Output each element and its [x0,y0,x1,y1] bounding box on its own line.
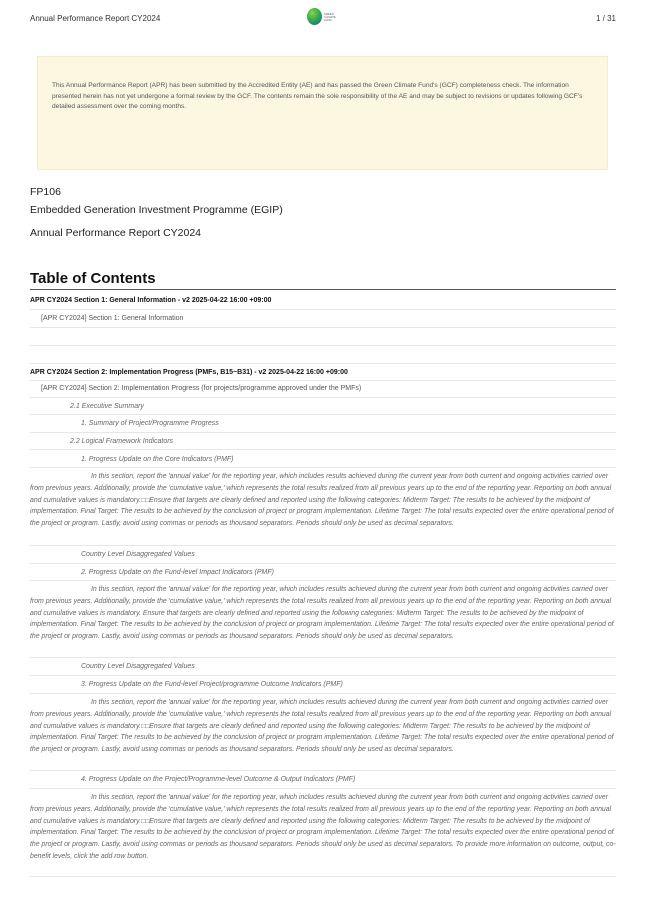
document-report-title: Annual Performance Report CY2024 [30,227,202,239]
toc-entry-label: 2.1 Executive Summary [70,403,144,410]
toc-item-country-disaggregated[interactable] [30,658,616,676]
logo-text-line: CLIMATE [324,16,336,19]
toc-section-1-sub[interactable] [30,310,616,328]
toc-title: Table of Contents [30,270,156,287]
toc-entry-label: 1. Summary of Project/Programme Progress [81,420,219,427]
notice-text: This Annual Performance Report (APR) has been submitted by the Accredited Entity (AE) and has passed the Green Climate Fund's (GCF) completeness check. The information presented herein has not yet undergone a formal review by the GCF. The contents remain the sole responsibility of the AE and may be subject to revisions or updates following GCF's detailed assessment over the coming months. [52,82,583,110]
document-id: FP106 [30,186,61,198]
toc-entry-label: Country Level Disaggregated Values [81,663,195,670]
toc-entry-label: Country Level Disaggregated Values [81,551,195,558]
toc-entry-label: 2. Progress Update on the Fund-level Impact Indicators (PMF) [81,569,274,576]
toc-entry-label: APR CY2024 Section 2: Implementation Progress (PMFs, B15~B31) - v2 2025-04-22 16:00 +09:00 [30,369,348,376]
toc-paragraph-outcome-indicators: In this section, report the 'annual value' for the reporting year, which includes results achieved during the current year from both current and ongoing activities carried over from previous years. Additionally, provide the 'cumulative value,' which represents the total results realized from all previous years up to the end of the reporting year. Reporting on both annual and cumulative values is mandatory.□□Ensure that targets are clearly defined and reported using the following categories: Midterm Target: The results to be achieved by the midpoint of implementation. Final Target: The results to be achieved by the conclusion of project or program implementation. Lifetime Target: The total results expected over the entire operational period of the project or program. Lastly, avoid using commas or periods as thousand separators. Periods should only be used as decimal separators. [30,694,616,771]
toc-empty-row [30,328,616,346]
toc-paragraph-impact-indicators: In this section, report the 'annual value' for the reporting year, which includes results achieved during the current year from both current and ongoing activities carried over from previous years. Additionally, provide the 'cumulative value,' which represents the total results realized from all previous years up to the end of the reporting year. Reporting on both annual and cumulative values is mandatory. Ensure that targets are clearly defined and reported using the following categories: Midterm Target: The results to be achieved by the midpoint of implementation. Final Target: The results to be achieved by the conclusion of project or program implementation. Lifetime Target: The total results expected over the entire operational period of the project or program. Lastly, avoid using commas or periods as thousand separators. Periods should only be used as decimal separators. [30,581,616,658]
toc-item-outcome-indicators[interactable] [30,676,616,694]
page-header [0,0,646,36]
green-climate-fund-logo-icon [307,8,341,28]
toc-item-output-indicators[interactable] [30,771,616,789]
logo-text-line: GREEN [324,13,334,16]
globe-icon [307,8,322,25]
logo-text-line: FUND [324,19,332,22]
toc-item-executive-summary[interactable] [30,398,616,415]
toc-item-country-disaggregated[interactable] [30,546,616,564]
toc-paragraph-output-indicators: In this section, report the 'annual value' for the reporting year, which includes results achieved during the current year from both current and ongoing activities carried over from previous years. Additionally, provide the 'cumulative value,' which represents the total results realized from all previous years up to the end of the reporting year. Reporting on both annual and cumulative values is mandatory.□□Ensure that targets are clearly defined and reported using the following categories: Midterm Target: The results to be achieved by the midpoint of implementation. Final Target: The results to be achieved by the conclusion of project or program implementation. Lifetime Target: The total results expected over the entire operational period of the project or program. Lastly, avoid using commas or periods as thousand separators. Periods should only be used as decimal separators. To provide more information on outcome, output, co-benefit levels, click the add row button. [30,789,616,877]
document-name: Embedded Generation Investment Programme (EGIP) [30,204,283,216]
toc-item-logframe-indicators[interactable] [30,433,616,450]
toc-section-1-heading[interactable] [30,292,616,310]
toc-section-2-heading[interactable] [30,364,616,381]
toc-entry-label: [APR CY2024] Section 2: Implementation Progress (for projects/programme approved under the PMFs) [41,385,362,392]
toc-section-2-sub[interactable] [30,381,616,398]
page-indicator: 1 / 31 [595,14,616,23]
review-notice-box [37,56,608,170]
header-title: Annual Performance Report CY2024 [30,14,161,23]
toc-empty-row [30,346,616,364]
toc-item-summary-progress[interactable] [30,415,616,433]
toc-entry-label: [APR CY2024] Section 1: General Information [41,315,184,322]
toc-paragraph-core-indicators: In this section, report the 'annual value' for the reporting year, which includes results achieved during the current year from both current and ongoing activities carried over from previous years. Additionally, provide the 'cumulative value,' which represents the total results realized from all previous years up to the end of the reporting year. Reporting on both annual and cumulative values is mandatory.□□Ensure that targets are clearly defined and reported using the following categories: Midterm Target: The results to be achieved by the midpoint of implementation. Final Target: The results to be achieved by the conclusion of project or program implementation. Lifetime Target: The total results expected over the entire operational period of the project or program. Lastly, avoid using commas or periods as thousand separators. Periods should only be used as decimal separators. [30,468,616,546]
toc-entry-label: 3. Progress Update on the Fund-level Project/programme Outcome Indicators (PMF) [81,681,343,688]
toc-entry-label: 4. Progress Update on the Project/Programme-level Outcome & Output Indicators (PMF) [81,776,356,783]
toc-item-core-indicators[interactable] [30,450,616,468]
toc-divider [30,289,616,290]
toc-entry-label: 2.2 Logical Framework Indicators [70,438,174,445]
toc-item-impact-indicators[interactable] [30,564,616,581]
toc-entry-label: 1. Progress Update on the Core Indicators (PMF) [81,456,234,463]
toc-entry-label: APR CY2024 Section 1: General Information - v2 2025-04-22 16:00 +09:00 [30,297,272,304]
logo-text [324,13,336,22]
